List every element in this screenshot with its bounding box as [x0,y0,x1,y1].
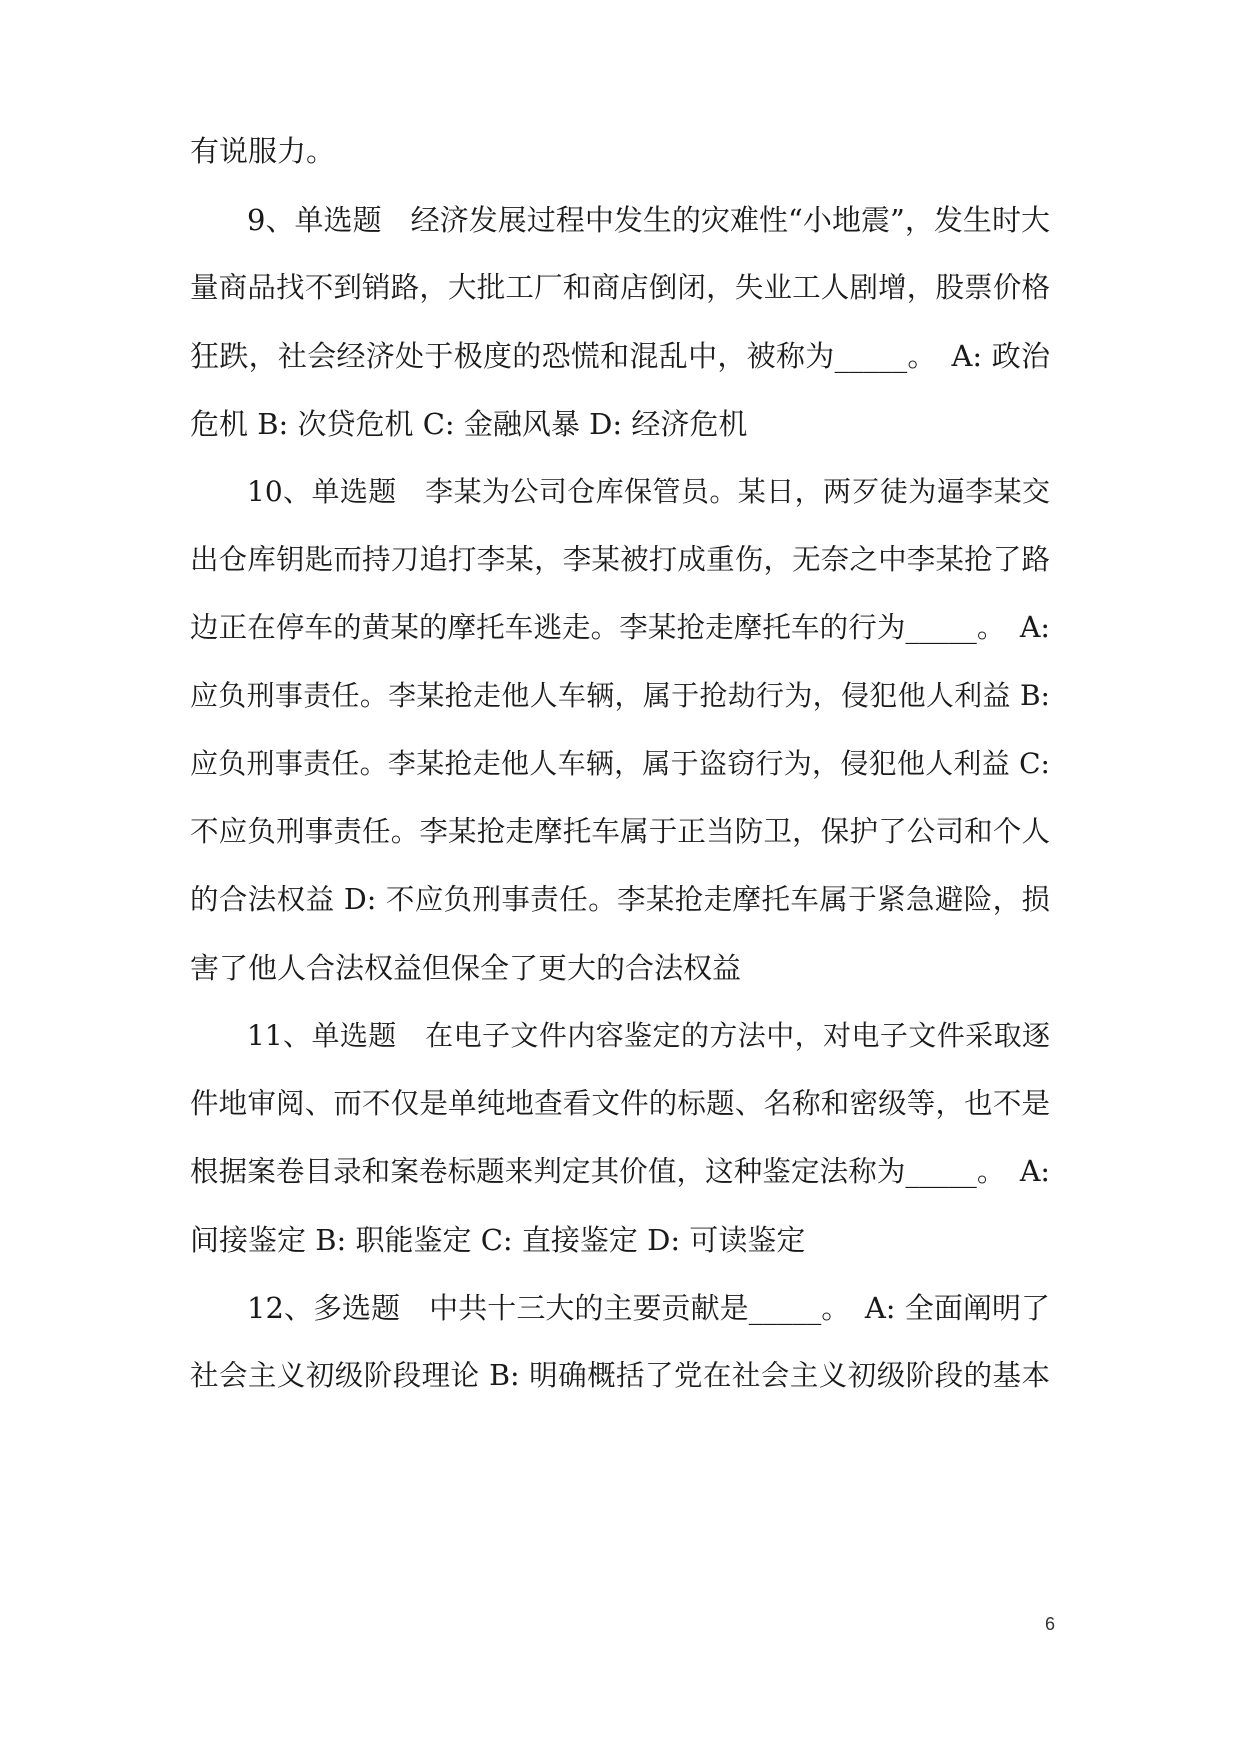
question-11-line-4: 间接鉴定 B: 职能鉴定 C: 直接鉴定 D: 可读鉴定 [190,1223,806,1257]
question-10-line-5: 应负刑事责任。李某抢走他人车辆，属于盗窃行为，侵犯他人利益 C: [190,747,1050,780]
question-10-line-3: 边正在停车的黄某的摩托车逃走。李某抢走摩托车的行为_____。 A: [190,611,1050,644]
question-9-line-4: 危机 B: 次贷危机 C: 金融风暴 D: 经济危机 [190,407,748,441]
page-number: 6 [1044,1614,1055,1634]
question-11-line-3: 根据案卷目录和案卷标题来判定其价值，这种鉴定法称为_____。 A: [190,1155,1050,1188]
question-9-line-2: 量商品找不到销路，大批工厂和商店倒闭，失业工人剧增，股票价格 [190,271,1050,304]
question-10-line-8: 害了他人合法权益但保全了更大的合法权益 [190,951,742,985]
question-9-line-3: 狂跌，社会经济处于极度的恐慌和混乱中，被称为_____。 A: 政治 [190,339,1050,373]
question-9-line-1: 9、单选题 经济发展过程中发生的灾难性“小地震”，发生时大 [247,203,1050,237]
text-line-1: 有说服力。 [190,134,336,168]
question-10-line-6: 不应负刑事责任。李某抢走摩托车属于正当防卫，保护了公司和个人 [190,815,1050,848]
question-11-line-2: 件地审阅、而不仅是单纯地查看文件的标题、名称和密级等，也不是 [190,1087,1050,1120]
question-10-line-1: 10、单选题 李某为公司仓库保管员。某日，两歹徒为逼李某交 [247,475,1050,508]
question-10-line-7: 的合法权益 D: 不应负刑事责任。李某抢走摩托车属于紧急避险，损 [190,883,1050,916]
question-12-line-1: 12、多选题 中共十三大的主要贡献是_____。 A: 全面阐明了 [247,1291,1050,1325]
question-10-line-4: 应负刑事责任。李某抢走他人车辆，属于抢劫行为，侵犯他人利益 B: [190,679,1050,712]
question-10-line-2: 出仓库钥匙而持刀追打李某，李某被打成重伤，无奈之中李某抢了路 [190,543,1050,576]
question-11-line-1: 11、单选题 在电子文件内容鉴定的方法中，对电子文件采取逐 [247,1019,1050,1052]
question-12-line-2: 社会主义初级阶段理论 B: 明确概括了党在社会主义初级阶段的基本 [190,1359,1050,1392]
